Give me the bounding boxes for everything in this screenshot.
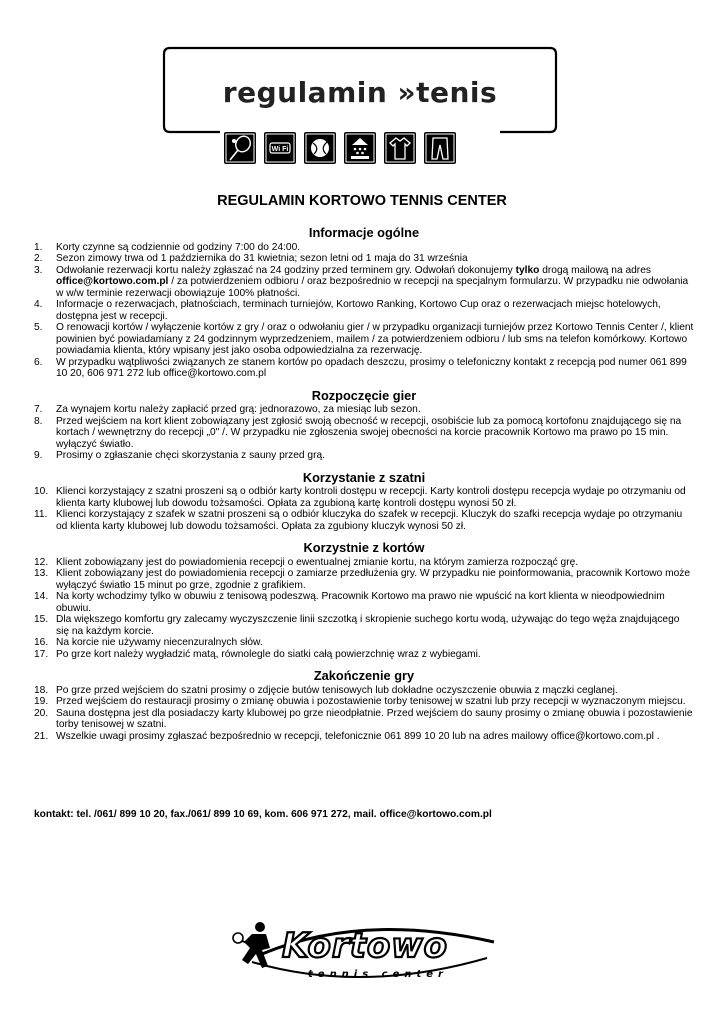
regulations-content [34, 227, 694, 752]
rule-item: 5. O renowacji kortów / wyłączenie kortów z gry / oraz o odwołaniu gier / w przypadku organizacji turniejów przez Kortowo Tennis Center /, klient powinien być powiadamiany z 24 godzinnym wyprzedzeniem, mailem / za potwierdzeniem odbioru / lub sms na telefon komórkowy. Kortowo powiadamia klienta, który wpisany jest jako osoba odpowiedzialna za rezerwację. [34, 322, 694, 356]
section-heading: Korzystnie z kortów [303, 540, 425, 555]
rule-item: 13. Klient zobowiązany jest do powiadomienia recepcji o zamiarze przedłużenia gry. W przypadku nie poinformowania, pracownik Kortowo może wyłączyć światło 15 minut po grze, zgodnie z grafikiem. [34, 568, 691, 591]
rules-list [34, 685, 694, 743]
rule-item: 20. Sauna dostępna jest dla posiadaczy karty klubowej po grze nieodpłatnie. Przed wejściem do sauny prosimy o zmianę obuwia i pozostawienie torby tenisowej w szatni. [34, 707, 693, 730]
rule-item: 14. Na korty wchodzimy tylko w obuwiu z tenisową podeszwą. Pracownik Kortowo ma prawo nie wpuścić na kort klienta w nieodpowiednim obuwiu. [34, 591, 665, 614]
rule-item: 4. Informacje o rezerwacjach, płatnościach, terminach turniejów, Kortowo Ranking, Kortowo Cup oraz o rezerwacjach miejsc hotelowych, dostępna jest w recepcji. [34, 299, 661, 322]
section-locker-room [34, 469, 694, 533]
wifi-icon [264, 132, 296, 164]
section-heading: Korzystanie z szatni [302, 469, 426, 485]
section-game-end [34, 670, 694, 742]
rule-item: 16. Na korcie nie używamy niecenzuralnych słów. [34, 637, 263, 648]
logo-subtitle: tennis center [308, 969, 448, 980]
rule-item: 19. Przed wejściem do restauracji prosimy o zmianę obuwia i pozostawienie torby tenisowej w szatni lub przy recepcji w wyznaczonym miejscu. [34, 696, 686, 707]
rule-item: 17. Po grze kort należy wygładzić matą, równolegle do siatki całą powierzchnię wraz z wybiegami. [34, 648, 481, 660]
rule-item: 1. Korty czynne są codziennie od godziny 7:00 do 24:00. [34, 241, 301, 253]
section-heading: Rozpoczęcie gier [311, 387, 417, 403]
rules-list [34, 242, 694, 380]
rules-list [34, 404, 694, 462]
email-link: office@kortowo.com.pl [56, 276, 169, 287]
shirt-icon [384, 132, 416, 164]
rule-item: 12. Klient zobowiązany jest do powiadomienia recepcji o ewentualnej zmianie kortu, na którym zamierza rozpocząć grę. [34, 556, 579, 568]
rule-item: 21. Wszelkie uwagi prosimy zgłaszać bezpośrednio w recepcji, telefonicznie 061 899 10 20 lub na adres mailowy office@kortowo.com.pl . [34, 730, 660, 742]
tennis-racket-icon [224, 132, 256, 164]
trousers-icon [424, 132, 456, 164]
rules-list [34, 486, 694, 532]
kortowo-logo-graphic [222, 914, 502, 984]
rule-item: 15. Dla większego komfortu gry zalecamy wyczyszczenie linii szczotką i skropienie suchego kortu wodą, używając do tego węża znajdującego się na każdym korcie. [34, 614, 680, 637]
rule-item: 10. Klienci korzystający z szatni proszeni są o odbiór karty kontroli dostępu w recepcji. Karty kontroli dostępu recepcja wydaje po otrzymaniu od klienta karty klubowej lub dowodu tożsamości. Opłata za zgubioną kartę kontroli dostępu wynosi 50 zł. [34, 486, 686, 509]
rule-item: 11. Klienci korzystający z szafek w szatni proszeni są o odbiór kluczyka do szafek w recepcji. Kluczyk do szafki recepcja wydaje po otrzymaniu od klienta karty klubowej lub dowodu tożsamości. Opłata za zgubiony kluczyk wynosi 50 zł. [34, 509, 683, 532]
rule-item: 7. Za wynajem kortu należy zapłacić przed grą: jednorazowo, za miesiąc lub sezon. [34, 404, 421, 415]
sauna-icon [344, 132, 376, 164]
rule-item: 6. W przypadku wątpliwości związanych ze stanem kortów po opadach deszczu, prosimy o telefoniczny kontakt z recepcją pod numer 061 899 10 20, 606 971 272 lub office@kortowo.com.pl [34, 356, 687, 379]
rule-item: 2. Sezon zimowy trwa od 1 października do 31 kwietnia; sezon letni od 1 maja do 31 września [34, 253, 468, 264]
rule-item: 9. Prosimy o zgłaszanie chęci skorzystania z sauny przed grą. [34, 450, 325, 461]
document-title: REGULAMIN KORTOWO TENNIS CENTER [217, 193, 507, 209]
rule-item: 3. Odwołanie rezerwacji kortu należy zgłaszać na 24 godziny przed terminem gry. Odwołań dokonujemy tylko drogą mailową na adres office@kortowo.com.pl / za potwierdzeniem odbioru / oraz bezpośrednio w recepcji na specjalnym formularzu. W przypadku nie odwołania w w/w terminie rezerwacji obowiązuje 100% płatności. [34, 264, 689, 299]
svg-text:Wi Fi: Wi Fi [271, 146, 289, 153]
logo-wordmark: Kortowo [282, 926, 448, 966]
section-court-usage [34, 542, 694, 660]
header-title: regulamin »tenis [222, 76, 498, 109]
rules-list [34, 557, 694, 661]
tennis-ball-icon [304, 132, 336, 164]
section-heading: Zakończenie gry [313, 668, 415, 683]
rule-item: 18. Po grze przed wejściem do szatni prosimy o zdjęcie butów tenisowych lub dokładne oczyszczenie obuwia z mączki ceglanej. [34, 684, 618, 696]
kortowo-logo [222, 914, 502, 984]
section-heading: Informacje ogólne [308, 225, 420, 240]
rule-item: 8. Przed wejściem na kort klient zobowiązany jest zgłosić swoją obecność w recepcji, osobiście lub za pomocą kortofonu znajdującego się na kortach / wewnętrzny do recepcji „0" /. W przypadku nie zgłoszenia swojej obecności na korcie pracownik Kortowo ma prawo po 15 min. wyłączyć światło. [34, 415, 682, 450]
section-game-start [34, 387, 694, 462]
section-general-info [34, 227, 694, 380]
contact-line: kontakt: tel. /061/ 899 10 20, fax./061/ 899 10 69, kom. 606 971 272, mail. office@kortowo.com.pl [34, 809, 492, 820]
facility-icons [224, 132, 456, 164]
